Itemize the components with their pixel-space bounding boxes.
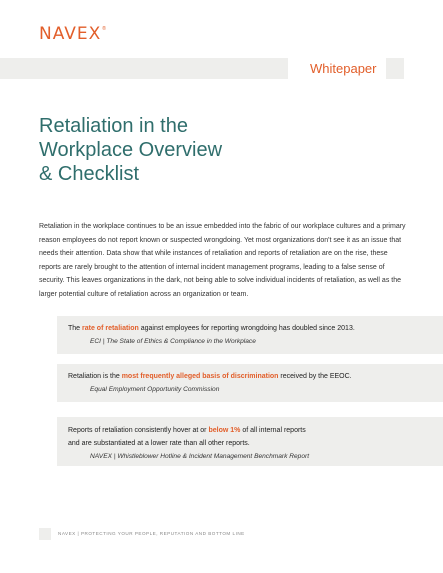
callout-text-line-2: and are substantiated at a lower rate than all other reports.	[68, 440, 250, 447]
callout-text	[68, 417, 443, 437]
callout-text	[68, 364, 443, 383]
callout-source: Equal Employment Opportunity Commission	[90, 386, 220, 393]
intro-paragraph: Retaliation in the workplace continues to be an issue embedded into the fabric of our workplace cultures and a primary reason employees do not report known or suspected wrongdoing. Yet most organizations don't see it as an issue that needs their attention. Data show that while instances of retaliation and reports of retaliation are on the rise, these reports are rarely brought to the attention of internal incident management programs, leading to a false sense of security. This leaves organizations in the dark, not being able to solve individual incidents of retaliation, as well as the larger potential culture of retaliation across an organization or team.	[39, 223, 406, 298]
header-square	[386, 58, 404, 79]
callout-highlight: rate of retaliation	[82, 325, 139, 332]
callout-text-post: received by the EEOC.	[278, 373, 352, 380]
footer-square	[39, 528, 51, 540]
title-line-2: Workplace Overview	[39, 139, 223, 161]
title-line-1: Retaliation in the	[39, 115, 188, 137]
logo-text: NAVEX	[39, 24, 102, 44]
callout-source: NAVEX | Whistleblower Hotline & Incident Management Benchmark Report	[90, 453, 310, 460]
callout-stat-2	[57, 364, 443, 402]
callout-text-post: of all internal reports	[240, 427, 306, 434]
logo-trademark: ®	[102, 26, 106, 32]
title-line-3: & Checklist	[39, 163, 140, 185]
callout-stat-1	[57, 316, 443, 354]
navex-logo	[39, 25, 106, 43]
callout-text-pre: Retaliation is the	[68, 373, 122, 380]
callout-highlight: below 1%	[208, 427, 241, 434]
footer-text: NAVEX | PROTECTING YOUR PEOPLE, REPUTATION AND BOTTOM LINE	[58, 531, 245, 536]
page-title	[39, 114, 359, 186]
header-band	[0, 58, 288, 79]
doc-type-label: Whitepaper	[310, 61, 377, 76]
callout-text-post: against employees for reporting wrongdoing has doubled since 2013.	[138, 325, 355, 332]
callout-highlight: most frequently alleged basis of discrimination	[121, 373, 279, 380]
callout-stat-3	[57, 417, 443, 466]
callout-text-pre: The	[68, 325, 83, 332]
callout-source: ECI | The State of Ethics & Compliance in the Workplace	[90, 338, 256, 345]
callout-text-pre: Reports of retaliation consistently hover at or	[68, 427, 209, 434]
callout-text	[68, 316, 443, 335]
